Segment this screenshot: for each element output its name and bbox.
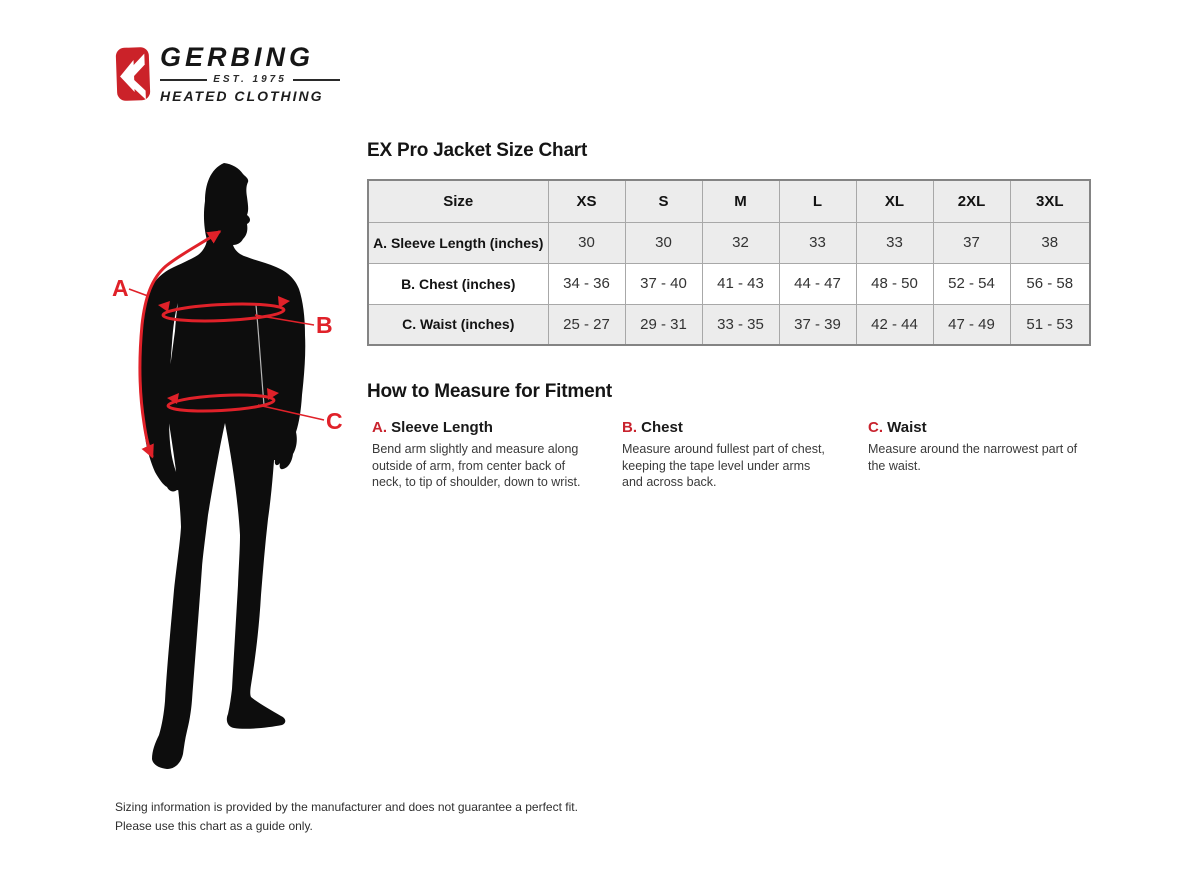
sleeve-3xl: 38	[1010, 222, 1090, 263]
measure-letter-a: A.	[372, 419, 387, 436]
size-chart-table	[367, 179, 1091, 346]
label-b: B	[316, 312, 333, 338]
body-silhouette	[140, 163, 305, 769]
measure-letter-c: C.	[868, 419, 883, 436]
disclaimer	[115, 798, 578, 835]
sleeve-l: 33	[779, 222, 856, 263]
size-chart-title: EX Pro Jacket Size Chart	[367, 140, 588, 161]
row-label-waist: C. Waist (inches)	[368, 304, 548, 345]
sleeve-length-row	[368, 222, 1090, 263]
label-a-leader	[129, 289, 148, 296]
disclaimer-line-1: Sizing information is provided by the manufacturer and does not guarantee a perfect fit.	[115, 800, 578, 814]
chest-2xl: 52 - 54	[933, 263, 1010, 304]
measure-desc-chest: Measure around fullest part of chest, keeping the tape level under arms and across back.	[622, 442, 825, 489]
measurement-figure	[95, 155, 355, 775]
chest-xs: 34 - 36	[548, 263, 625, 304]
label-c: C	[326, 408, 343, 434]
row-label-sleeve: A. Sleeve Length (inches)	[368, 222, 548, 263]
header-3xl: 3XL	[1010, 180, 1090, 222]
measure-item-waist	[868, 419, 1093, 491]
measure-name-sleeve: Sleeve Length	[391, 419, 493, 436]
header-s: S	[625, 180, 702, 222]
brand-tagline: HEATED CLOTHING	[160, 88, 324, 104]
measure-item-sleeve-name	[372, 419, 588, 436]
est-left-rule	[160, 79, 207, 81]
chest-m: 41 - 43	[702, 263, 779, 304]
measure-name-chest: Chest	[641, 419, 683, 436]
chest-s: 37 - 40	[625, 263, 702, 304]
table-header-row	[368, 180, 1090, 222]
measure-letter-b: B.	[622, 419, 637, 436]
chest-l: 44 - 47	[779, 263, 856, 304]
sleeve-m: 32	[702, 222, 779, 263]
est-right-rule	[293, 79, 340, 81]
established-row	[160, 74, 340, 85]
gerbing-logo-text	[160, 44, 340, 104]
row-label-chest: B. Chest (inches)	[368, 263, 548, 304]
measure-guide-columns	[372, 419, 1088, 491]
header-size: Size	[368, 180, 548, 222]
measure-guide-title: How to Measure for Fitment	[367, 381, 612, 402]
header-xs: XS	[548, 180, 625, 222]
header-m: M	[702, 180, 779, 222]
body-silhouette-svg	[95, 155, 355, 775]
header-2xl: 2XL	[933, 180, 1010, 222]
chest-3xl: 56 - 58	[1010, 263, 1090, 304]
sleeve-2xl: 37	[933, 222, 1010, 263]
waist-2xl: 47 - 49	[933, 304, 1010, 345]
disclaimer-line-2: Please use this chart as a guide only.	[115, 818, 313, 833]
waist-3xl: 51 - 53	[1010, 304, 1090, 345]
measure-desc-sleeve: Bend arm slightly and measure along outside of arm, from center back of neck, to tip of shoulder, down to wrist.	[372, 442, 581, 489]
header-xl: XL	[856, 180, 933, 222]
measure-desc-waist: Measure around the narrowest part of the waist.	[868, 442, 1078, 473]
measure-item-sleeve	[372, 419, 622, 491]
chest-row	[368, 263, 1090, 304]
gerbing-logo	[115, 44, 340, 104]
measure-name-waist: Waist	[887, 419, 927, 436]
measure-item-waist-name	[868, 419, 1083, 436]
established-text: EST. 1975	[213, 74, 287, 85]
waist-m: 33 - 35	[702, 304, 779, 345]
waist-row	[368, 304, 1090, 345]
main-content	[367, 140, 1088, 491]
waist-l: 37 - 39	[779, 304, 856, 345]
gerbing-logo-icon	[115, 46, 151, 102]
sleeve-s: 30	[625, 222, 702, 263]
sleeve-xs: 30	[548, 222, 625, 263]
waist-s: 29 - 31	[625, 304, 702, 345]
measure-item-chest	[622, 419, 868, 491]
waist-xl: 42 - 44	[856, 304, 933, 345]
sleeve-xl: 33	[856, 222, 933, 263]
chest-xl: 48 - 50	[856, 263, 933, 304]
brand-name: GERBING	[160, 42, 315, 72]
waist-xs: 25 - 27	[548, 304, 625, 345]
measure-item-chest-name	[622, 419, 834, 436]
label-a: A	[112, 275, 129, 301]
header-l: L	[779, 180, 856, 222]
